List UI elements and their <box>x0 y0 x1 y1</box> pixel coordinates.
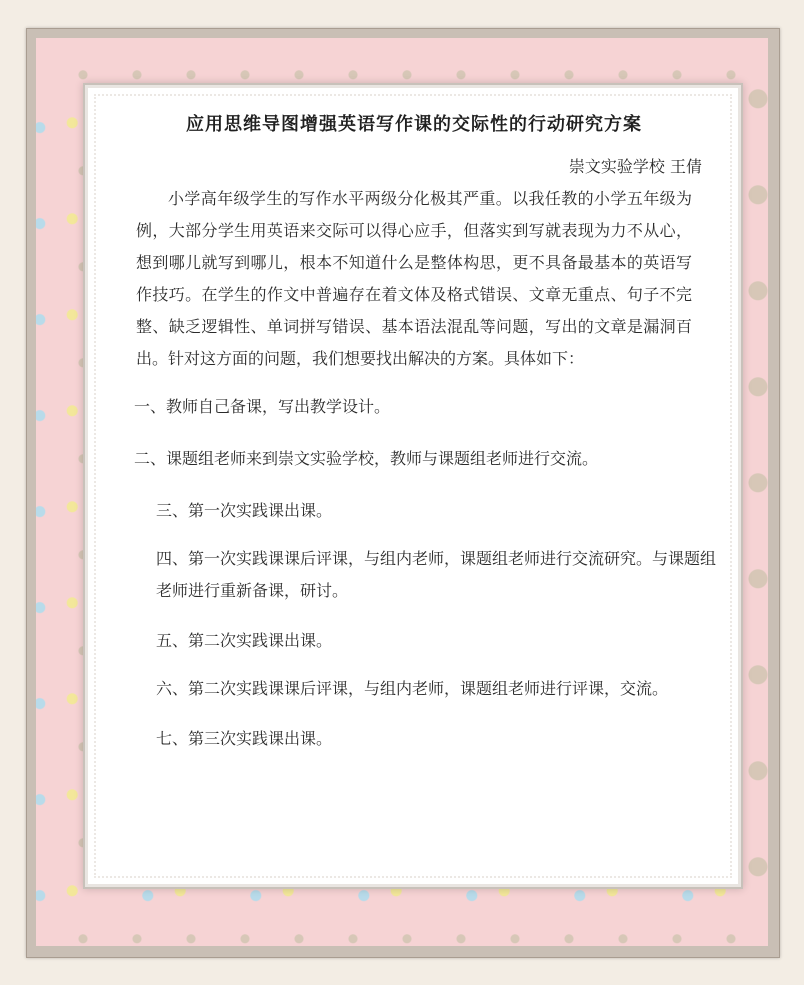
intro-paragraph: 小学高年级学生的写作水平两级分化极其严重。以我任教的小学五年级为例，大部分学生用英语来交际可以得心应手，但落实到写就表现为力不从心，想到哪儿就写到哪儿，根本不知道什么是整体构思，更不具备最基本的英语写作技巧。在学生的作文中普遍存在着文体及格式错误、文章无重点、句子不完整、缺乏逻辑性、单词拼写错误、基本语法混乱等问题，写出的文章是漏洞百出。针对这方面的问题，我们想要找出解决的方案。具体如下： <box>136 189 692 368</box>
step-7: 七、第三次实践课出课。 <box>156 729 333 748</box>
document-content <box>134 110 717 755</box>
document-paper <box>88 88 738 884</box>
document-title: 应用思维导图增强英语写作课的交际性的行动研究方案 <box>186 114 642 135</box>
step-5: 五、第二次实践课出课。 <box>156 631 333 650</box>
document-author: 崇文实验学校 王倩 <box>568 157 702 176</box>
step-3: 三、第一次实践课出课。 <box>156 501 333 520</box>
step-2: 二、课题组老师来到崇文实验学校，教师与课题组老师进行交流。 <box>134 449 599 468</box>
step-6: 六、第二次实践课课后评课，与组内老师，课题组老师进行评课，交流。 <box>156 679 669 698</box>
step-4: 四、第一次实践课课后评课，与组内老师，课题组老师进行交流研究。与课题组老师进行重新备课，研讨。 <box>156 549 717 600</box>
step-1: 一、教师自己备课，写出教学设计。 <box>134 397 391 416</box>
